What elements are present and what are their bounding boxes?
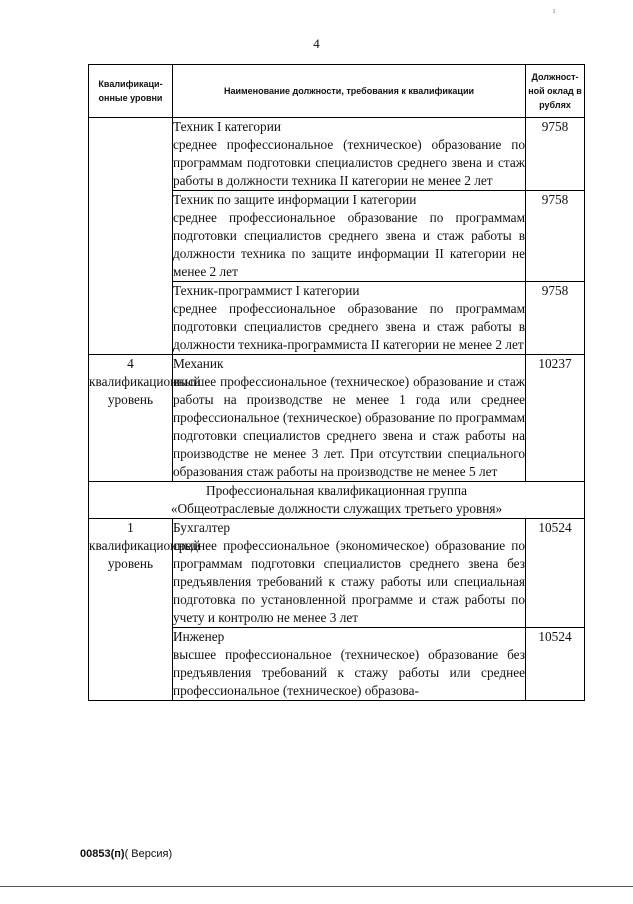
position-requirements: среднее профессиональное образование по программам подготовки специалистов среднего звена и стаж работы в должности техника по защите информации II категории не менее 2 лет [173, 210, 525, 279]
salary-cell: 10524 [526, 519, 585, 628]
position-requirements: высшее профессиональное (техническое) образование и стаж работы на производстве не менее 1 года или среднее профессиональное (техническое) образование по программам подготовки специалистов среднего звена и стаж работы на производстве не менее 3 лет. При отсутствии специального образования стаж работы на производстве не менее 5 лет [173, 374, 525, 479]
position-cell [173, 519, 526, 628]
salary-cell: 10237 [526, 355, 585, 482]
group-row [89, 482, 585, 519]
table-header-row [89, 65, 585, 118]
level-cell [89, 118, 173, 355]
position-cell [173, 628, 526, 701]
scan-edge-line [0, 886, 633, 887]
group-subtitle: «Общеотраслевые должности служащих третьего уровня» [170, 501, 503, 516]
position-title: Инженер [173, 629, 225, 644]
position-title: Механик [173, 356, 224, 371]
position-requirements: среднее профессиональное образование по программам подготовки специалистов среднего звена и стаж работы в должности техника-программиста II категории не менее 2 лет [173, 301, 525, 352]
position-cell [173, 118, 526, 191]
position-title: Техник-программист I категории [173, 283, 360, 298]
document-code-suffix: ( Версия) [124, 848, 173, 860]
page-number: 4 [313, 36, 320, 51]
document-code [80, 848, 172, 860]
position-cell [173, 191, 526, 282]
corner-mark: ı [553, 6, 556, 15]
position-requirements: среднее профессиональное (техническое) образование по программам подготовки специалистов среднего звена и стаж работы в должности техника II категории не менее 2 лет [173, 137, 525, 188]
position-cell [173, 282, 526, 355]
salary-cell: 10524 [526, 628, 585, 701]
header-salary: Должност-ной оклад в рублях [526, 65, 585, 118]
header-position: Наименование должности, требования к квалификации [173, 65, 526, 118]
salary-cell: 9758 [526, 118, 585, 191]
position-requirements: среднее профессиональное (экономическое) образование по программам подготовки специалистов среднего звена без предъявления требований к стажу работы или специальная подготовка по установленной программе и стаж работы по учету и контролю не менее 3 лет [173, 538, 525, 625]
table-row [89, 519, 585, 628]
qualification-table [88, 64, 585, 701]
salary-cell: 9758 [526, 282, 585, 355]
level-cell: 1 квалификационный уровень [89, 519, 173, 701]
position-requirements: высшее профессиональное (техническое) образование без предъявления требований к стажу работы или среднее профессиональное (техническое) образова- [173, 647, 525, 698]
position-cell [173, 355, 526, 482]
group-heading [89, 482, 585, 519]
group-title: Профессиональная квалификационная группа [206, 483, 467, 498]
document-code-number: 00853(п) [80, 848, 125, 860]
table-row [89, 118, 585, 191]
position-title: Техник по защите информации I категории [173, 192, 417, 207]
table-row [89, 355, 585, 482]
position-title: Техник I категории [173, 119, 281, 134]
position-title: Бухгалтер [173, 520, 231, 535]
level-cell: 4 квалификационный уровень [89, 355, 173, 482]
header-levels: Квалификаци-онные уровни [89, 65, 173, 118]
salary-cell: 9758 [526, 191, 585, 282]
